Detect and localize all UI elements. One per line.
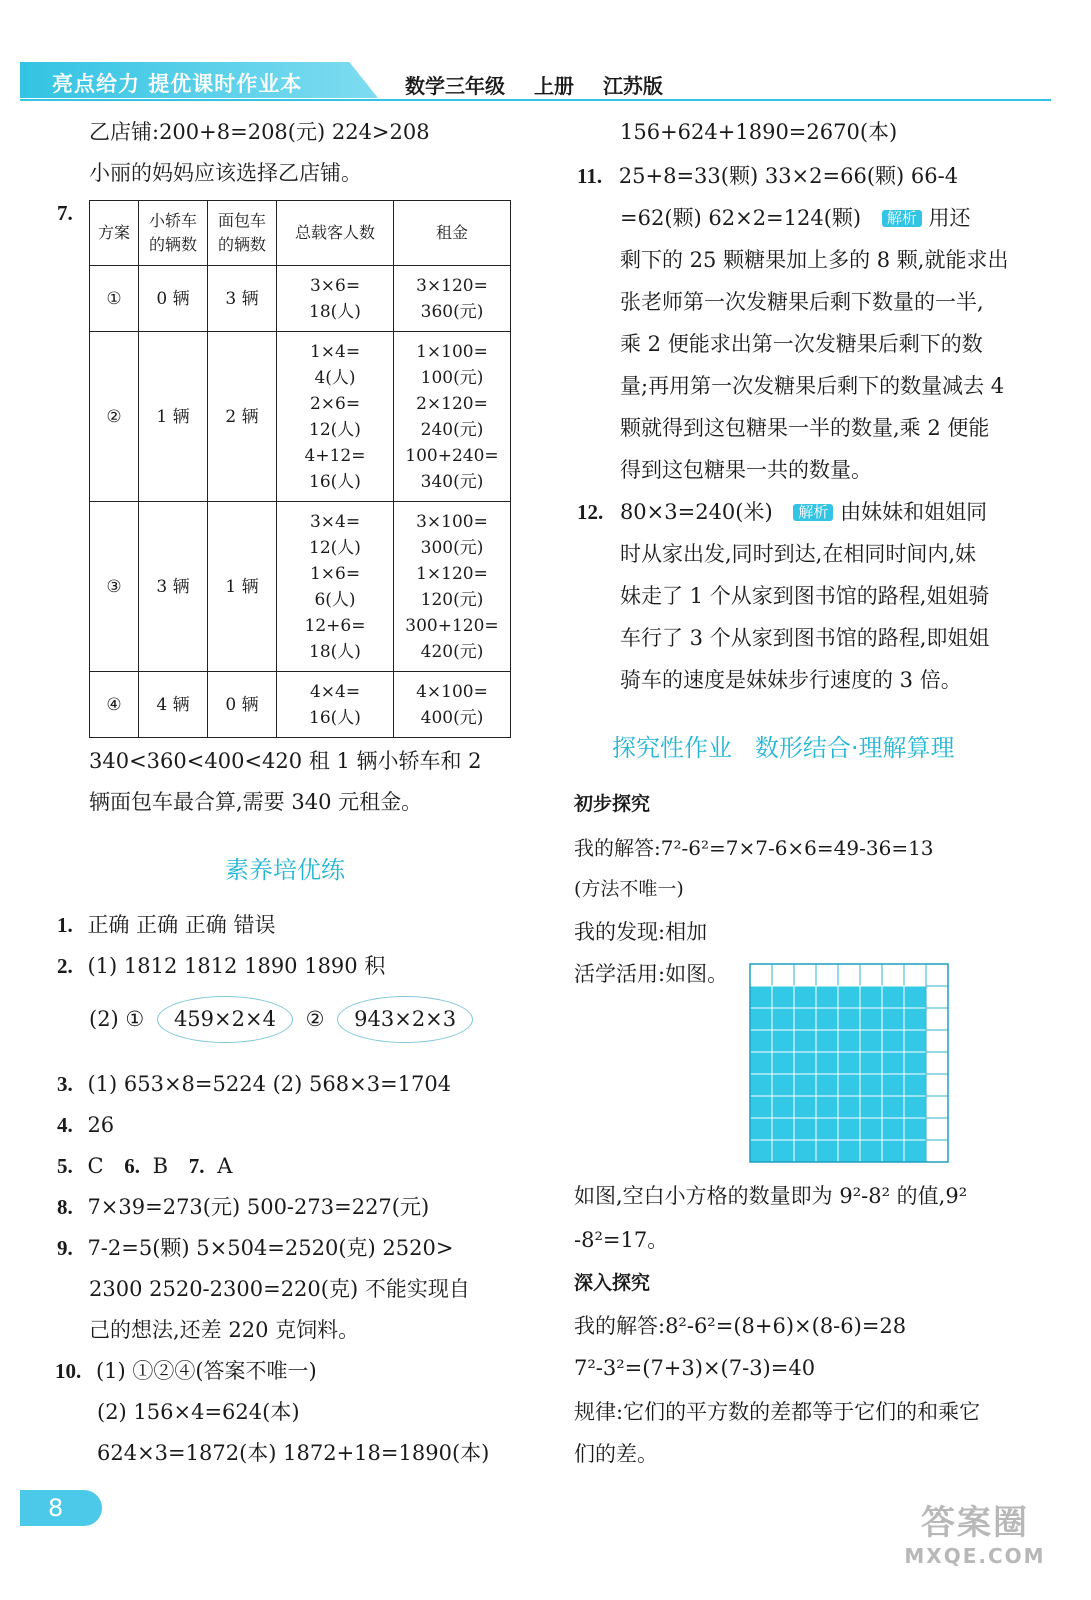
plan-cell: ③ bbox=[90, 502, 139, 672]
cell-line: 300(元) bbox=[420, 537, 484, 558]
grid-cell-empty bbox=[794, 964, 816, 986]
grid-cell-filled bbox=[816, 1052, 838, 1074]
q6-line-1: 乙店铺:200+8=208(元) 224>208 bbox=[89, 120, 430, 144]
answer-text: (1) 653×8=5224 (2) 568×3=1704 bbox=[87, 1072, 452, 1096]
answer-text: C bbox=[87, 1154, 104, 1178]
cell-line: 240(元) bbox=[420, 419, 484, 440]
book-info bbox=[405, 70, 663, 99]
header-rule bbox=[20, 99, 1051, 101]
answer-11-8: 得到这包糖果一共的数量。 bbox=[620, 458, 872, 482]
answer-number: 6. bbox=[124, 1154, 140, 1178]
answer-10-2: (2) 156×4=624(本) bbox=[97, 1400, 300, 1424]
discovery: 我的发现:相加 bbox=[574, 920, 708, 944]
analysis-tag: 解析 bbox=[882, 210, 922, 227]
grid-cell-filled bbox=[838, 1008, 860, 1030]
answer-2-2 bbox=[89, 996, 479, 1043]
grid-cell-filled bbox=[816, 1140, 838, 1162]
subject: 数学三年级 bbox=[405, 74, 505, 98]
grid-cell-filled bbox=[794, 1052, 816, 1074]
page-number: 8 bbox=[20, 1490, 102, 1526]
grid-cell-empty bbox=[926, 1096, 948, 1118]
answer-11-3: 剩下的 25 颗糖果加上多的 8 颗,就能求出 bbox=[620, 248, 1009, 272]
cost-cell bbox=[394, 266, 511, 332]
grid-cell-filled bbox=[772, 1118, 794, 1140]
cell-line: 12(人) bbox=[309, 419, 361, 440]
vans-cell: 0 辆 bbox=[208, 672, 277, 738]
grid-cell-empty bbox=[926, 1074, 948, 1096]
circled-expression-1: 459×2×4 bbox=[157, 996, 293, 1043]
answer-text: (1) ①②④(答案不唯一) bbox=[95, 1359, 317, 1383]
answer-4 bbox=[57, 1115, 114, 1136]
vans-cell: 1 辆 bbox=[208, 502, 277, 672]
grid-cell-filled bbox=[860, 1096, 882, 1118]
answer-number: 10. bbox=[55, 1359, 82, 1383]
grid-cell-filled bbox=[838, 1140, 860, 1162]
grid-cell-filled bbox=[882, 1140, 904, 1162]
header-line: 面包车 bbox=[217, 211, 266, 230]
cars-cell: 3 辆 bbox=[139, 502, 208, 672]
init-answer: 我的解答:7²-6²=7×7-6×6=49-36=13 bbox=[574, 836, 934, 860]
answer-11-5: 乘 2 便能求出第一次发糖果后剩下的数 bbox=[620, 332, 983, 356]
grid-cell-filled bbox=[794, 986, 816, 1008]
grid-cell-empty bbox=[904, 964, 926, 986]
grid-cell-filled bbox=[794, 1030, 816, 1052]
plan-cell: ④ bbox=[90, 672, 139, 738]
answer-11-4: 张老师第一次发糖果后剩下数量的一半, bbox=[620, 290, 984, 314]
cell-line: 340(元) bbox=[420, 471, 484, 492]
answer-5-7 bbox=[57, 1156, 232, 1177]
grid-cell-filled bbox=[838, 1118, 860, 1140]
grid-cell-filled bbox=[816, 1096, 838, 1118]
answer-2-1 bbox=[57, 956, 385, 977]
grid-cell-filled bbox=[860, 1140, 882, 1162]
vans-cell: 3 辆 bbox=[208, 266, 277, 332]
grid-cell-filled bbox=[882, 1030, 904, 1052]
answer-8 bbox=[57, 1197, 429, 1218]
grid-cell-filled bbox=[860, 1030, 882, 1052]
header-line: 的辆数 bbox=[148, 235, 197, 254]
cell-line: 100+240= bbox=[405, 445, 499, 466]
answer-text: (1) 1812 1812 1890 1890 积 bbox=[87, 954, 386, 978]
answer-number: 3. bbox=[57, 1072, 73, 1096]
q7-number: 7. bbox=[57, 201, 73, 225]
answer-12-5: 骑车的速度是妹妹步行速度的 3 倍。 bbox=[620, 668, 962, 692]
grid-cell-filled bbox=[772, 1074, 794, 1096]
grid-cell-empty bbox=[926, 1052, 948, 1074]
grid-cell-filled bbox=[860, 1008, 882, 1030]
grid-cell-filled bbox=[772, 1140, 794, 1162]
answer-text: 正确 正确 正确 错误 bbox=[87, 913, 276, 937]
grid-cell-filled bbox=[816, 986, 838, 1008]
answer-number: 7. bbox=[188, 1154, 205, 1178]
header-line: 小轿车 bbox=[148, 211, 197, 230]
answer-text: 由妹妹和姐姐同 bbox=[840, 500, 988, 524]
watermark-url: MXQE.COM bbox=[904, 1544, 1046, 1568]
cell-line: 3×120= bbox=[416, 275, 488, 296]
answer-text: =62(颗) 62×2=124(颗) bbox=[620, 206, 862, 230]
grid-cell-filled bbox=[750, 1074, 772, 1096]
cell-line: 120(元) bbox=[420, 589, 484, 610]
answer-11-7: 颗就得到这包糖果一半的数量,乘 2 便能 bbox=[620, 416, 990, 440]
grid-cell-filled bbox=[816, 1030, 838, 1052]
grid-cell-filled bbox=[750, 1052, 772, 1074]
cell-line: 18(人) bbox=[309, 301, 361, 322]
answer-number: 9. bbox=[57, 1236, 73, 1260]
section-title-suyang: 素养培优练 bbox=[225, 856, 345, 884]
cell-line: 12+6= bbox=[304, 615, 366, 636]
answer-11-2 bbox=[620, 208, 971, 229]
cars-cell: 0 辆 bbox=[139, 266, 208, 332]
answer-9-1 bbox=[57, 1238, 453, 1259]
grid-cell-filled bbox=[860, 1074, 882, 1096]
cell-line: 3×4= bbox=[309, 511, 361, 532]
grid-cell-filled bbox=[794, 1096, 816, 1118]
answer-12-3: 妹走了 1 个从家到图书馆的路程,姐姐骑 bbox=[620, 584, 990, 608]
cell-line: 360(元) bbox=[420, 301, 484, 322]
answer-12-2: 时从家出发,同时到达,在相同时间内,妹 bbox=[620, 542, 977, 566]
header-people bbox=[277, 201, 394, 266]
watermark-text: 答案圈 bbox=[921, 1503, 1029, 1543]
answer-text: 80×3=240(米) bbox=[619, 500, 773, 524]
grid-cell-filled bbox=[772, 1008, 794, 1030]
grid-cell-empty bbox=[926, 1140, 948, 1162]
grid-cell-filled bbox=[772, 986, 794, 1008]
answer-text: 25+8=33(颗) 33×2=66(颗) 66-4 bbox=[618, 164, 959, 188]
grid-cell-filled bbox=[904, 1140, 926, 1162]
answer-number: 12. bbox=[577, 500, 604, 524]
table-row bbox=[90, 672, 511, 738]
grid-cell-empty bbox=[882, 964, 904, 986]
cell-line: 4×4= bbox=[309, 681, 361, 702]
answer-text: B bbox=[152, 1154, 169, 1178]
watermark-logo bbox=[890, 1495, 1060, 1595]
volume: 上册 bbox=[533, 74, 574, 98]
header-cars bbox=[139, 201, 208, 266]
table-row bbox=[90, 332, 511, 502]
plan-cell: ① bbox=[90, 266, 139, 332]
grid-cell-empty bbox=[838, 964, 860, 986]
answer-text: 用还 bbox=[928, 206, 971, 230]
grid-cell-filled bbox=[794, 1140, 816, 1162]
plan-cell: ② bbox=[90, 332, 139, 502]
grid-cell-filled bbox=[904, 986, 926, 1008]
answer-1 bbox=[57, 915, 275, 936]
grid-cell-filled bbox=[816, 1118, 838, 1140]
answer-number: 2. bbox=[57, 954, 73, 978]
deep-answer-2: 7²-3²=(7+3)×(7-3)=40 bbox=[574, 1356, 816, 1380]
grid-cell-filled bbox=[904, 1008, 926, 1030]
grid-cell-filled bbox=[838, 1096, 860, 1118]
deep-answer-1: 我的解答:8²-6²=(8+6)×(8-6)=28 bbox=[574, 1314, 907, 1338]
grid-cell-empty bbox=[772, 964, 794, 986]
answer-number: 1. bbox=[57, 913, 73, 937]
r-line-0: 156+624+1890=2670(本) bbox=[620, 120, 898, 144]
analysis-tag: 解析 bbox=[793, 504, 833, 521]
cars-cell: 4 辆 bbox=[139, 672, 208, 738]
q6-line-2: 小丽的妈妈应该选择乙店铺。 bbox=[89, 161, 362, 185]
vans-cell: 2 辆 bbox=[208, 332, 277, 502]
deep-title: 深入探究 bbox=[574, 1272, 651, 1294]
q7-conclusion-2: 辆面包车最合算,需要 340 元租金。 bbox=[89, 790, 423, 814]
answer-11-6: 量;再用第一次发糖果后剩下的数量减去 4 bbox=[620, 374, 1005, 398]
header-line: 的辆数 bbox=[217, 235, 266, 254]
grid-cell-filled bbox=[750, 1096, 772, 1118]
grid-cell-filled bbox=[882, 1118, 904, 1140]
answer-number: 4. bbox=[57, 1113, 73, 1137]
table-header-row bbox=[90, 201, 511, 266]
people-cell bbox=[277, 332, 394, 502]
answer-9-2: 2300 2520-2300=220(克) 不能实现自 bbox=[89, 1277, 470, 1301]
cell-line: 1×6= bbox=[309, 563, 361, 584]
grid-cell-filled bbox=[882, 1008, 904, 1030]
grid-cell-filled bbox=[860, 1052, 882, 1074]
grid-cell-filled bbox=[750, 986, 772, 1008]
grid-cell-empty bbox=[926, 1118, 948, 1140]
cost-cell bbox=[394, 502, 511, 672]
grid-cell-filled bbox=[882, 1052, 904, 1074]
cell-line: 16(人) bbox=[309, 471, 361, 492]
header-vans bbox=[208, 201, 277, 266]
series-title: 亮点给力 提优课时作业本 bbox=[52, 72, 303, 96]
cell-line: 400(元) bbox=[420, 707, 484, 728]
people-cell bbox=[277, 502, 394, 672]
answer-number: 8. bbox=[57, 1195, 73, 1219]
grid-cell-filled bbox=[816, 1008, 838, 1030]
table-row bbox=[90, 502, 511, 672]
grid-cell-empty bbox=[816, 964, 838, 986]
answer-11-1 bbox=[577, 166, 958, 187]
q7-conclusion-1: 340<360<400<420 租 1 辆小轿车和 2 bbox=[89, 749, 482, 773]
cost-cell bbox=[394, 672, 511, 738]
answer-9-3: 己的想法,还差 220 克饲料。 bbox=[89, 1318, 360, 1342]
cell-line: 4+12= bbox=[304, 445, 366, 466]
grid-cell-filled bbox=[794, 1074, 816, 1096]
cars-cell: 1 辆 bbox=[139, 332, 208, 502]
grid-cell-filled bbox=[772, 1030, 794, 1052]
cell-line: 12(人) bbox=[309, 537, 361, 558]
grid-cell-empty bbox=[926, 986, 948, 1008]
grid-cell-empty bbox=[750, 964, 772, 986]
grid-cell-filled bbox=[750, 1118, 772, 1140]
grid-cell-filled bbox=[904, 1030, 926, 1052]
cell-line: 3×100= bbox=[416, 511, 488, 532]
answer-text: 26 bbox=[87, 1113, 115, 1137]
section-title-explore: 探究性作业 数形结合·理解算理 bbox=[612, 734, 955, 762]
cell-line: 1×100= bbox=[416, 341, 488, 362]
answer-12-1 bbox=[577, 502, 987, 523]
cost-cell bbox=[394, 332, 511, 502]
grid-cell-filled bbox=[860, 986, 882, 1008]
square-grid-figure bbox=[748, 962, 952, 1166]
cell-line: 100(元) bbox=[420, 367, 484, 388]
header-cost bbox=[394, 201, 511, 266]
grid-cell-filled bbox=[904, 1096, 926, 1118]
rental-table bbox=[89, 200, 511, 738]
cell-line: 6(人) bbox=[314, 589, 356, 610]
grid-cell-filled bbox=[882, 1096, 904, 1118]
grid-cell-empty bbox=[860, 964, 882, 986]
grid-cell-filled bbox=[794, 1118, 816, 1140]
header-line: 方案 bbox=[97, 223, 130, 242]
cell-line: 1×120= bbox=[416, 563, 488, 584]
grid-cell-filled bbox=[750, 1030, 772, 1052]
cell-line: 16(人) bbox=[309, 707, 361, 728]
grid-cell-filled bbox=[816, 1074, 838, 1096]
explain-1: 如图,空白小方格的数量即为 9²-8² 的值,9² bbox=[574, 1184, 968, 1208]
answer-text: A bbox=[217, 1154, 233, 1178]
cell-line: 18(人) bbox=[309, 641, 361, 662]
answer-number: 11. bbox=[577, 164, 603, 188]
grid-cell-empty bbox=[926, 964, 948, 986]
init-title: 初步探究 bbox=[574, 793, 651, 815]
grid-cell-filled bbox=[904, 1074, 926, 1096]
rule-1: 规律:它们的平方数的差都等于它们的和乘它 bbox=[574, 1400, 981, 1424]
circled-expression-2: 943×2×3 bbox=[337, 996, 473, 1043]
grid-cell-filled bbox=[750, 1140, 772, 1162]
grid-cell-filled bbox=[904, 1052, 926, 1074]
grid-cell-filled bbox=[904, 1118, 926, 1140]
people-cell bbox=[277, 266, 394, 332]
answer-text: 7×39=273(元) 500-273=227(元) bbox=[87, 1195, 430, 1219]
cell-line: 4×100= bbox=[416, 681, 488, 702]
answer-label: ② bbox=[305, 1007, 325, 1031]
cell-line: 4(人) bbox=[314, 367, 356, 388]
answer-label: (2) ① bbox=[89, 1007, 145, 1031]
answer-text: 7-2=5(颗) 5×504=2520(克) 2520> bbox=[87, 1236, 454, 1260]
grid-cell-filled bbox=[838, 1030, 860, 1052]
explain-2: -8²=17。 bbox=[574, 1228, 669, 1252]
grid-cell-filled bbox=[882, 1074, 904, 1096]
grid-cell-filled bbox=[794, 1008, 816, 1030]
answer-10-1 bbox=[55, 1361, 317, 1382]
header-plan bbox=[90, 201, 139, 266]
grid-cell-filled bbox=[750, 1008, 772, 1030]
header-line: 总载客人数 bbox=[294, 223, 375, 242]
grid-cell-filled bbox=[882, 986, 904, 1008]
grid-cell-filled bbox=[838, 986, 860, 1008]
cell-line: 300+120= bbox=[405, 615, 499, 636]
grid-cell-filled bbox=[838, 1074, 860, 1096]
grid-cell-filled bbox=[838, 1052, 860, 1074]
grid-cell-filled bbox=[772, 1052, 794, 1074]
cell-line: 2×120= bbox=[416, 393, 488, 414]
answer-3 bbox=[57, 1074, 451, 1095]
cell-line: 2×6= bbox=[309, 393, 361, 414]
grid-cell-empty bbox=[926, 1030, 948, 1052]
answer-12-4: 车行了 3 个从家到图书馆的路程,即姐姐 bbox=[620, 626, 990, 650]
grid-cell-filled bbox=[860, 1118, 882, 1140]
people-cell bbox=[277, 672, 394, 738]
header-line: 租金 bbox=[435, 223, 468, 242]
answer-10-3: 624×3=1872(本) 1872+18=1890(本) bbox=[97, 1441, 490, 1465]
init-note: (方法不唯一) bbox=[574, 878, 684, 900]
cell-line: 1×4= bbox=[309, 341, 361, 362]
answer-number: 5. bbox=[57, 1154, 73, 1178]
grid-cell-empty bbox=[926, 1008, 948, 1030]
grid-cell-filled bbox=[772, 1096, 794, 1118]
cell-line: 3×6= bbox=[309, 275, 361, 296]
apply: 活学活用:如图。 bbox=[574, 962, 729, 986]
cell-line: 420(元) bbox=[420, 641, 484, 662]
edition: 江苏版 bbox=[602, 74, 663, 98]
rule-2: 们的差。 bbox=[574, 1442, 658, 1466]
table-row bbox=[90, 266, 511, 332]
